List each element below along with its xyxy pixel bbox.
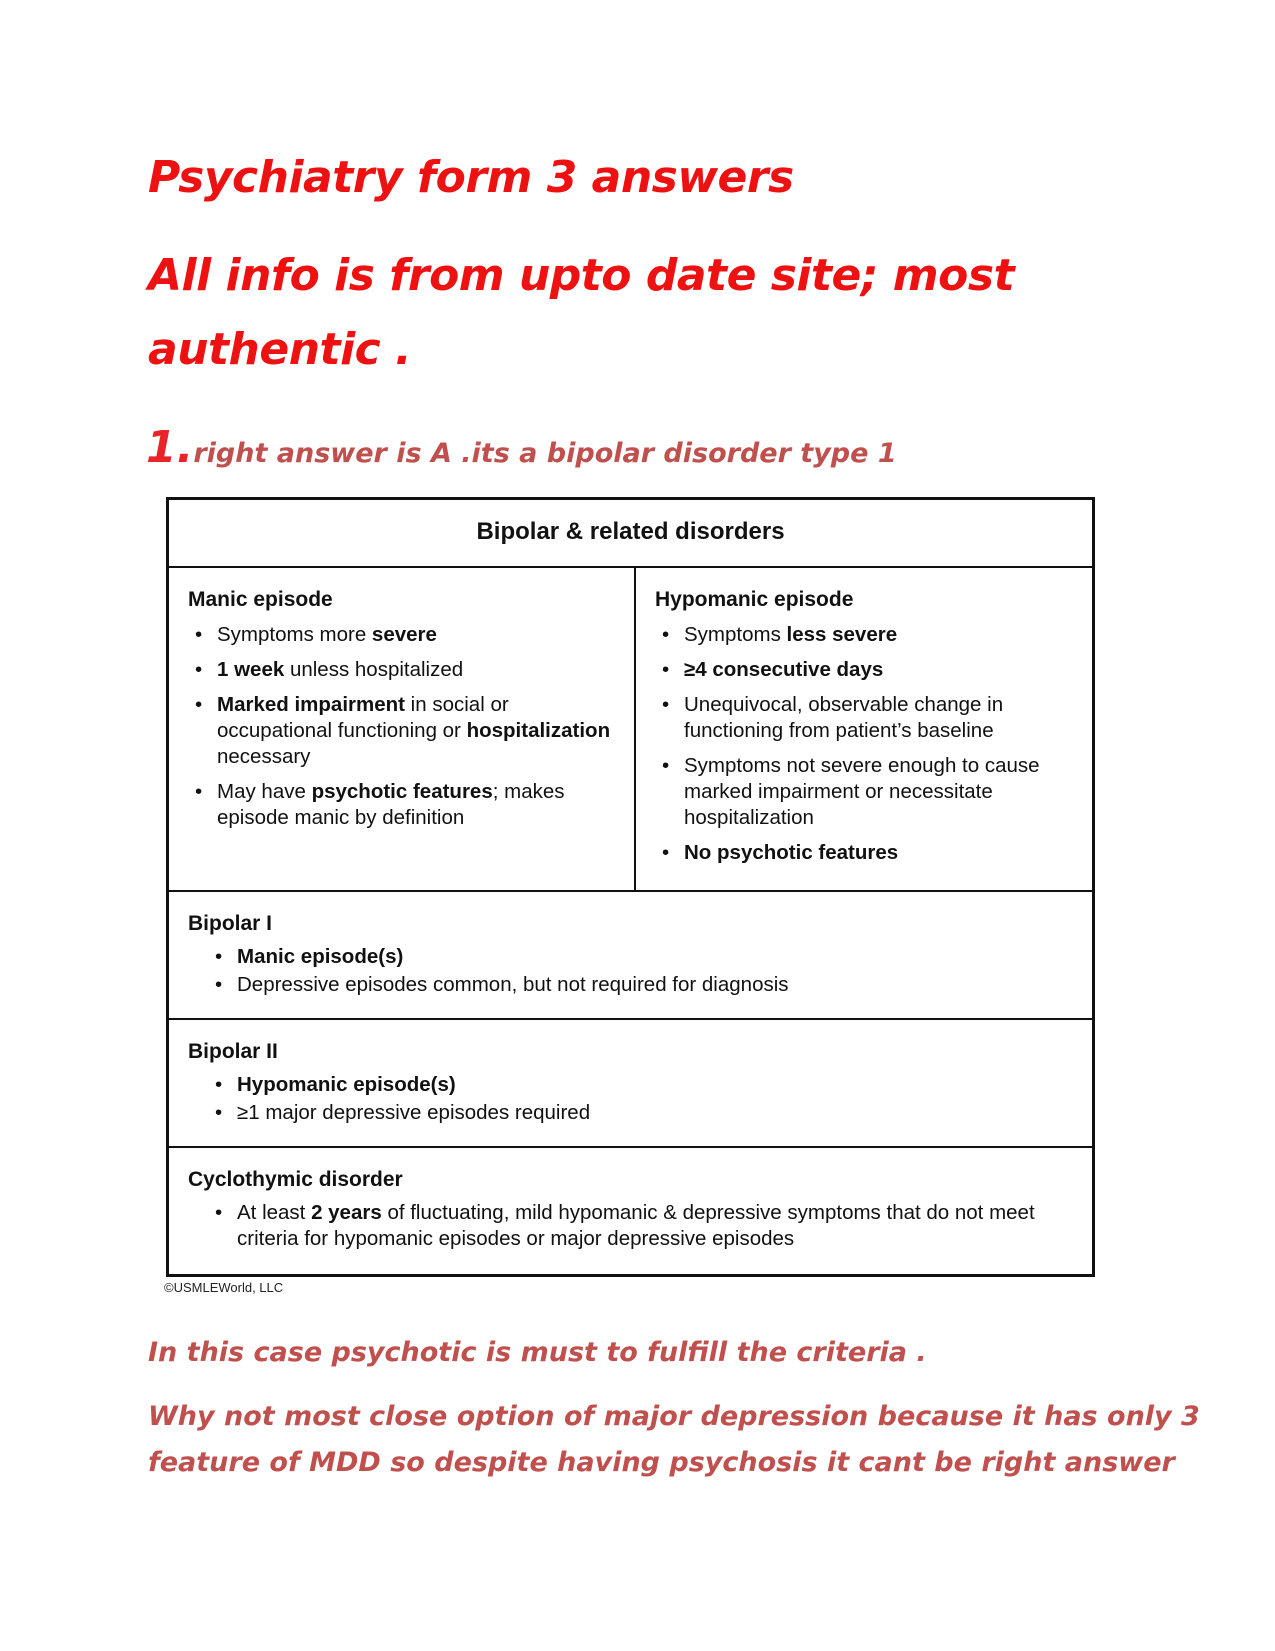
table-title-row: [169, 500, 1092, 568]
question-number: 1.: [146, 422, 194, 473]
bipolar-2-row: [169, 1020, 1092, 1148]
bipolar-1-row: [169, 892, 1092, 1020]
subtitle-line-2: authentic .: [148, 324, 412, 375]
list-item: • Symptoms not severe enough to cause marked impairment or necessitate hospitalization: [655, 753, 1082, 831]
note-line-1: In this case psychotic is must to fulfill the criteria .: [148, 1337, 927, 1368]
cyclothymic-heading: Cyclothymic disorder: [188, 1168, 403, 1191]
bipolar-1-heading: Bipolar I: [188, 912, 273, 935]
manic-episode-list: [188, 622, 624, 840]
note-line-2: Why not most close option of major depression because it has only 3: [148, 1401, 1200, 1432]
list-item: • ≥1 major depressive episodes required: [208, 1100, 1082, 1126]
episodes-row: [169, 568, 1092, 892]
list-item: • Symptoms less severe: [655, 622, 1082, 648]
manic-episode-cell: [169, 568, 636, 890]
list-item: • Depressive episodes common, but not required for diagnosis: [208, 972, 1082, 998]
hypomanic-episode-cell: [636, 568, 1092, 890]
list-item: • At least 2 years of fluctuating, mild hypomanic & depressive symptoms that do not meet criteria for hypomanic episodes or major depressive episodes: [208, 1200, 1082, 1252]
page-title: Psychiatry form 3 answers: [148, 152, 794, 203]
list-item: • 1 week unless hospitalized: [188, 657, 624, 683]
list-item: • May have psychotic features; makes episode manic by definition: [188, 779, 624, 831]
bipolar-1-list: [208, 944, 1082, 1000]
hypomanic-episode-list: [655, 622, 1082, 875]
list-item: • Manic episode(s): [208, 944, 1082, 970]
list-item: • ≥4 consecutive days: [655, 657, 1082, 683]
list-item: • Symptoms more severe: [188, 622, 624, 648]
cyclothymic-list: [208, 1200, 1082, 1254]
cyclothymic-row: [169, 1148, 1092, 1274]
table-title: Bipolar & related disorders: [476, 518, 785, 545]
copyright: ©USMLEWorld, LLC: [164, 1280, 284, 1295]
list-item: • No psychotic features: [655, 840, 1082, 866]
question-answer: right answer is A .its a bipolar disorder type 1: [193, 438, 897, 469]
list-item: • Unequivocal, observable change in functioning from patient’s baseline: [655, 692, 1082, 744]
subtitle-line-1: All info is from upto date site; most: [148, 250, 1015, 301]
bipolar-disorders-table: [166, 497, 1095, 1277]
bipolar-2-list: [208, 1072, 1082, 1128]
hypomanic-episode-heading: Hypomanic episode: [655, 588, 854, 611]
list-item: • Hypomanic episode(s): [208, 1072, 1082, 1098]
question-1: [146, 422, 897, 473]
bipolar-2-heading: Bipolar II: [188, 1040, 278, 1063]
note-line-3: feature of MDD so despite having psychosis it cant be right answer: [148, 1447, 1175, 1478]
manic-episode-heading: Manic episode: [188, 588, 333, 611]
list-item: • Marked impairment in social or occupational functioning or hospitalization necessary: [188, 692, 624, 770]
